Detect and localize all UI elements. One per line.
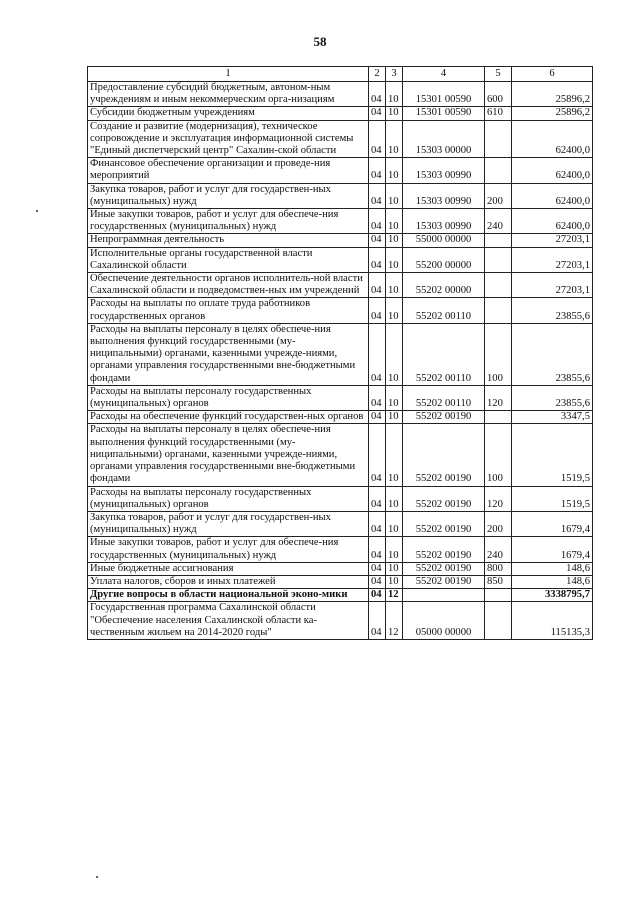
expense-type-code bbox=[485, 589, 512, 602]
row-name: Расходы на выплаты персоналу государственных (муниципальных) органов bbox=[88, 486, 369, 511]
table-row bbox=[88, 298, 593, 323]
subsection-code: 10 bbox=[386, 209, 403, 234]
table-row bbox=[88, 486, 593, 511]
table-row bbox=[88, 411, 593, 424]
amount: 1519,5 bbox=[512, 424, 593, 486]
target-article-code: 55202 00190 bbox=[403, 575, 485, 588]
expense-type-code: 100 bbox=[485, 424, 512, 486]
section-code: 04 bbox=[369, 209, 386, 234]
expense-type-code: 850 bbox=[485, 575, 512, 588]
row-name: Уплата налогов, сборов и иных платежей bbox=[88, 575, 369, 588]
subsection-code: 12 bbox=[386, 602, 403, 640]
amount: 3347,5 bbox=[512, 411, 593, 424]
table-row bbox=[88, 575, 593, 588]
subsection-code: 10 bbox=[386, 486, 403, 511]
target-article-code: 15303 00000 bbox=[403, 120, 485, 158]
target-article-code: 55202 00000 bbox=[403, 273, 485, 298]
amount: 62400,0 bbox=[512, 158, 593, 183]
column-header: 1 bbox=[88, 67, 369, 82]
section-code: 04 bbox=[369, 234, 386, 247]
section-code: 04 bbox=[369, 183, 386, 208]
subsection-code: 10 bbox=[386, 273, 403, 298]
row-name: Расходы на обеспечение функций государствен-ных органов bbox=[88, 411, 369, 424]
target-article-code: 55202 00110 bbox=[403, 323, 485, 385]
column-header: 4 bbox=[403, 67, 485, 82]
section-code: 04 bbox=[369, 273, 386, 298]
row-name: Расходы на выплаты персоналу в целях обеспече-ния выполнения функций государственными (му-ниципальными) органами, казенными учрежде-ниями, органами управления государственными вне-бюджетными фондами bbox=[88, 424, 369, 486]
target-article-code: 15303 00990 bbox=[403, 158, 485, 183]
section-code: 04 bbox=[369, 537, 386, 562]
table-row bbox=[88, 602, 593, 640]
row-name: Предоставление субсидий бюджетным, автоном-ным учреждениям и иным некоммерческим орга-низациям bbox=[88, 82, 369, 107]
section-code: 04 bbox=[369, 411, 386, 424]
row-name: Обеспечение деятельности органов исполнитель-ной власти Сахалинской области и подведомствен-ных им учреждений bbox=[88, 273, 369, 298]
row-name: Создание и развитие (модернизация), техническое сопровождение и эксплуатация информационной системы "Единый диспетчерский центр" Сахалин-ской области bbox=[88, 120, 369, 158]
amount: 27203,1 bbox=[512, 247, 593, 272]
row-name: Расходы на выплаты по оплате труда работников государственных органов bbox=[88, 298, 369, 323]
subsection-code: 10 bbox=[386, 158, 403, 183]
subsection-code: 10 bbox=[386, 298, 403, 323]
expense-type-code: 200 bbox=[485, 511, 512, 536]
subsection-code: 10 bbox=[386, 107, 403, 120]
amount: 1519,5 bbox=[512, 486, 593, 511]
section-code: 04 bbox=[369, 298, 386, 323]
target-article-code: 55200 00000 bbox=[403, 247, 485, 272]
target-article-code: 15303 00990 bbox=[403, 183, 485, 208]
section-code: 04 bbox=[369, 575, 386, 588]
table-row bbox=[88, 511, 593, 536]
expense-type-code bbox=[485, 298, 512, 323]
expense-type-code bbox=[485, 158, 512, 183]
expense-type-code: 100 bbox=[485, 323, 512, 385]
section-code: 04 bbox=[369, 82, 386, 107]
subsection-code: 10 bbox=[386, 183, 403, 208]
row-name: Субсидии бюджетным учреждениям bbox=[88, 107, 369, 120]
section-code: 04 bbox=[369, 511, 386, 536]
amount: 62400,0 bbox=[512, 183, 593, 208]
target-article-code: 55202 00110 bbox=[403, 298, 485, 323]
table-row bbox=[88, 273, 593, 298]
subsection-code: 10 bbox=[386, 234, 403, 247]
table-row bbox=[88, 589, 593, 602]
target-article-code: 55202 00190 bbox=[403, 511, 485, 536]
row-name: Государственная программа Сахалинской области "Обеспечение населения Сахалинской области ка-чественным жильем на 2014-2020 годы" bbox=[88, 602, 369, 640]
row-name: Непрограммная деятельность bbox=[88, 234, 369, 247]
table-row bbox=[88, 82, 593, 107]
row-name: Расходы на выплаты персоналу государственных (муниципальных) органов bbox=[88, 385, 369, 410]
row-name: Финансовое обеспечение организации и проведе-ния мероприятий bbox=[88, 158, 369, 183]
section-code: 04 bbox=[369, 120, 386, 158]
target-article-code: 55202 00190 bbox=[403, 424, 485, 486]
amount: 27203,1 bbox=[512, 273, 593, 298]
section-code: 04 bbox=[369, 247, 386, 272]
expense-type-code: 600 bbox=[485, 82, 512, 107]
row-name: Иные закупки товаров, работ и услуг для обеспече-ния государственных (муниципальных) нужд bbox=[88, 537, 369, 562]
expense-type-code bbox=[485, 234, 512, 247]
amount: 1679,4 bbox=[512, 511, 593, 536]
column-header: 5 bbox=[485, 67, 512, 82]
budget-table bbox=[87, 66, 593, 640]
table-row bbox=[88, 323, 593, 385]
section-code: 04 bbox=[369, 385, 386, 410]
table-row bbox=[88, 537, 593, 562]
table-row bbox=[88, 562, 593, 575]
table-body bbox=[88, 82, 593, 640]
target-article-code: 55202 00190 bbox=[403, 411, 485, 424]
section-code: 04 bbox=[369, 107, 386, 120]
table-row bbox=[88, 158, 593, 183]
target-article-code: 15301 00590 bbox=[403, 107, 485, 120]
subsection-code: 10 bbox=[386, 385, 403, 410]
amount: 23855,6 bbox=[512, 323, 593, 385]
target-article-code: 15303 00990 bbox=[403, 209, 485, 234]
amount: 62400,0 bbox=[512, 120, 593, 158]
row-name: Расходы на выплаты персоналу в целях обеспече-ния выполнения функций государственными (му-ниципальными) органами, казенными учрежде-ниями, органами управления государственными вне-бюджетными фондами bbox=[88, 323, 369, 385]
section-code: 04 bbox=[369, 424, 386, 486]
target-article-code: 55000 00000 bbox=[403, 234, 485, 247]
target-article-code bbox=[403, 589, 485, 602]
expense-type-code: 120 bbox=[485, 486, 512, 511]
table-row bbox=[88, 247, 593, 272]
section-code: 04 bbox=[369, 486, 386, 511]
subsection-code: 10 bbox=[386, 537, 403, 562]
expense-type-code bbox=[485, 120, 512, 158]
amount: 3338795,7 bbox=[512, 589, 593, 602]
table-row bbox=[88, 385, 593, 410]
row-name: Закупка товаров, работ и услуг для государствен-ных (муниципальных) нужд bbox=[88, 511, 369, 536]
section-code: 04 bbox=[369, 589, 386, 602]
table-row bbox=[88, 209, 593, 234]
amount: 27203,1 bbox=[512, 234, 593, 247]
row-name: Другие вопросы в области национальной эконо-мики bbox=[88, 589, 369, 602]
subsection-code: 10 bbox=[386, 323, 403, 385]
column-header: 2 bbox=[369, 67, 386, 82]
expense-type-code: 200 bbox=[485, 183, 512, 208]
subsection-code: 10 bbox=[386, 562, 403, 575]
amount: 115135,3 bbox=[512, 602, 593, 640]
amount: 23855,6 bbox=[512, 298, 593, 323]
expense-type-code: 610 bbox=[485, 107, 512, 120]
table-row bbox=[88, 120, 593, 158]
target-article-code: 55202 00190 bbox=[403, 537, 485, 562]
row-name: Иные бюджетные ассигнования bbox=[88, 562, 369, 575]
subsection-code: 10 bbox=[386, 82, 403, 107]
expense-type-code bbox=[485, 247, 512, 272]
amount: 148,6 bbox=[512, 562, 593, 575]
amount: 23855,6 bbox=[512, 385, 593, 410]
expense-type-code bbox=[485, 602, 512, 640]
section-code: 04 bbox=[369, 562, 386, 575]
subsection-code: 10 bbox=[386, 424, 403, 486]
subsection-code: 12 bbox=[386, 589, 403, 602]
subsection-code: 10 bbox=[386, 511, 403, 536]
section-code: 04 bbox=[369, 158, 386, 183]
table-row bbox=[88, 234, 593, 247]
expense-type-code bbox=[485, 411, 512, 424]
expense-type-code: 800 bbox=[485, 562, 512, 575]
column-header: 6 bbox=[512, 67, 593, 82]
scan-speck bbox=[96, 876, 98, 878]
section-code: 04 bbox=[369, 602, 386, 640]
target-article-code: 55202 00110 bbox=[403, 385, 485, 410]
scan-speck bbox=[36, 210, 38, 212]
target-article-code: 55202 00190 bbox=[403, 486, 485, 511]
expense-type-code: 240 bbox=[485, 537, 512, 562]
subsection-code: 10 bbox=[386, 247, 403, 272]
expense-type-code: 240 bbox=[485, 209, 512, 234]
row-name: Исполнительные органы государственной власти Сахалинской области bbox=[88, 247, 369, 272]
header-row bbox=[88, 67, 593, 82]
page-number: 58 bbox=[313, 34, 327, 49]
amount: 25896,2 bbox=[512, 82, 593, 107]
row-name: Закупка товаров, работ и услуг для государствен-ных (муниципальных) нужд bbox=[88, 183, 369, 208]
column-header: 3 bbox=[386, 67, 403, 82]
expense-type-code: 120 bbox=[485, 385, 512, 410]
amount: 62400,0 bbox=[512, 209, 593, 234]
amount: 1679,4 bbox=[512, 537, 593, 562]
row-name: Иные закупки товаров, работ и услуг для обеспече-ния государственных (муниципальных) нужд bbox=[88, 209, 369, 234]
table-row bbox=[88, 183, 593, 208]
amount: 148,6 bbox=[512, 575, 593, 588]
subsection-code: 10 bbox=[386, 120, 403, 158]
subsection-code: 10 bbox=[386, 575, 403, 588]
subsection-code: 10 bbox=[386, 411, 403, 424]
amount: 25896,2 bbox=[512, 107, 593, 120]
target-article-code: 05000 00000 bbox=[403, 602, 485, 640]
target-article-code: 55202 00190 bbox=[403, 562, 485, 575]
section-code: 04 bbox=[369, 323, 386, 385]
expense-type-code bbox=[485, 273, 512, 298]
table-row bbox=[88, 107, 593, 120]
table-row bbox=[88, 424, 593, 486]
target-article-code: 15301 00590 bbox=[403, 82, 485, 107]
